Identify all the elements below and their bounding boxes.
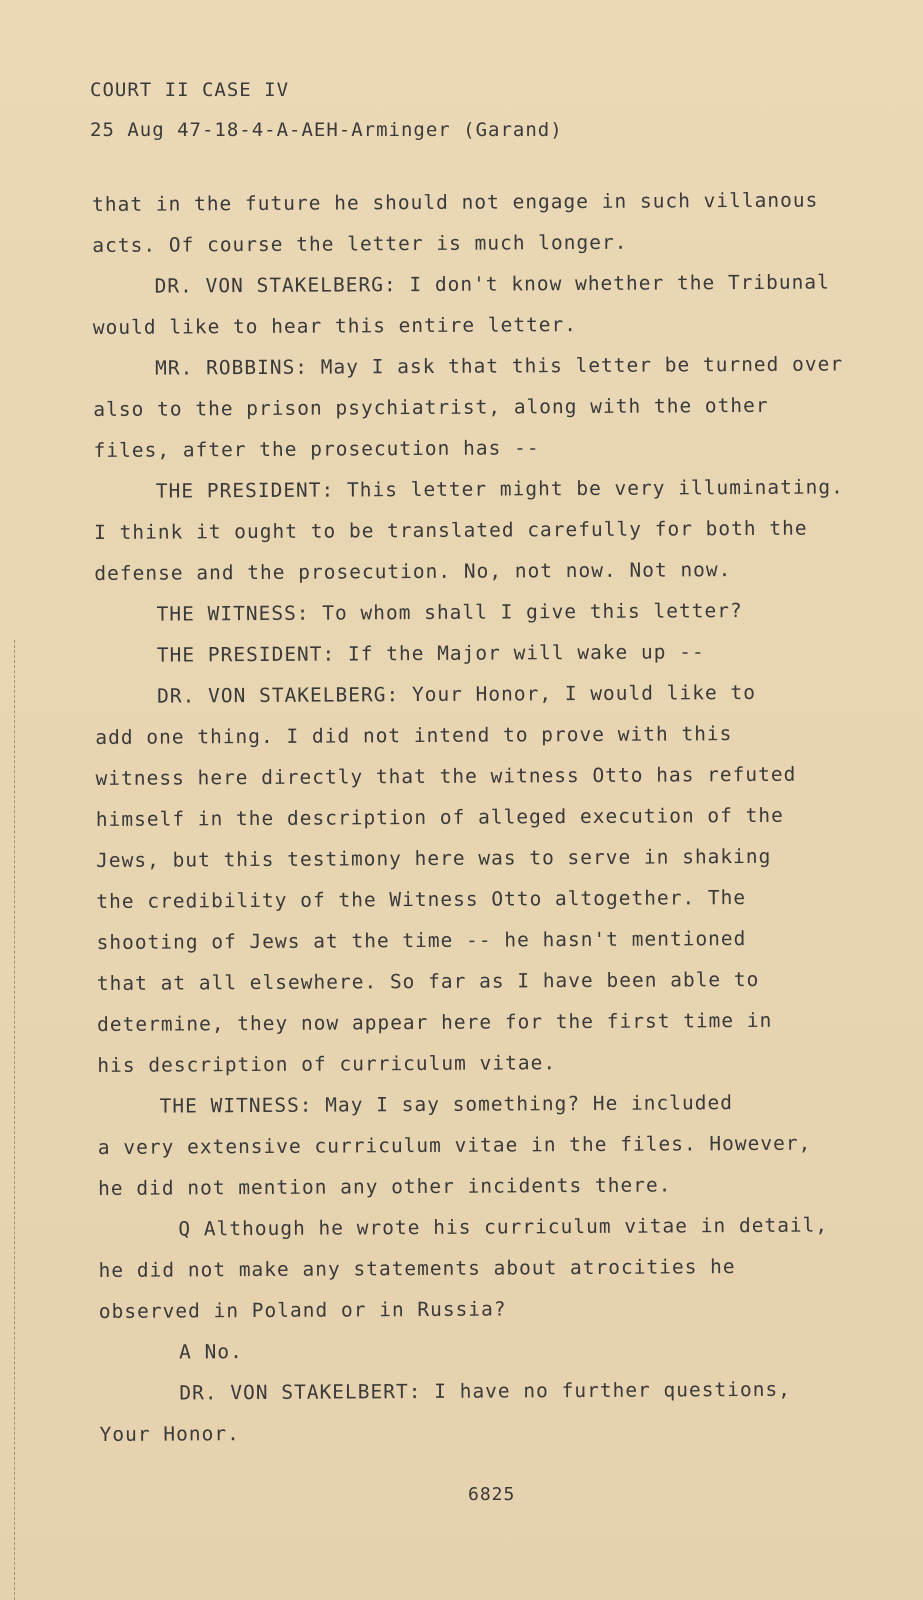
transcript-line: shooting of Jews at the time -- he hasn't mentioned: [96, 927, 747, 954]
transcript-line: THE PRESIDENT: This letter might be very illuminating.: [155, 475, 844, 503]
transcript-line: A No.: [179, 1340, 243, 1364]
transcript-line: DR. VON STAKELBERG: I don't know whether the Tribunal: [154, 270, 830, 298]
transcript-line: add one thing. I did not intend to prove with this: [95, 722, 733, 749]
transcript-line: witness here directly that the witness Otto has refuted: [95, 762, 797, 790]
transcript-line: that in the future he should not engage in such villanous: [92, 188, 819, 216]
transcript-line: that at all elsewhere. So far as I have been able to: [96, 967, 760, 995]
transcript-body: [92, 179, 860, 1455]
transcript-line: the credibility of the Witness Otto altogether. The: [96, 886, 747, 913]
transcript-line: determine, they now appear here for the first time in: [97, 1008, 773, 1036]
transcript-line: DR. VON STAKELBERT: I have no further questions,: [179, 1377, 791, 1405]
transcript-reference: 25 Aug 47-18-4-A-AEH-Arminger (Garand): [90, 119, 563, 141]
transcript-line: THE PRESIDENT: If the Major will wake up --: [156, 640, 705, 667]
transcript-line: acts. Of course the letter is much longer.: [92, 230, 628, 257]
transcript-line: defense and the prosecution. No, not now. Not now.: [94, 558, 732, 585]
torn-left-edge: [0, 640, 15, 1600]
transcript-line: would like to hear this entire letter.: [92, 313, 578, 339]
transcript-line: I think it ought to be translated carefully for both the: [94, 516, 808, 544]
court-case-heading: COURT II CASE IV: [90, 79, 290, 101]
transcript-line: files, after the prosecution has --: [93, 436, 540, 462]
transcript-line: he did not make any statements about atrocities he: [98, 1255, 736, 1282]
transcript-line: MR. ROBBINS: May I ask that this letter be turned over: [155, 352, 844, 380]
transcript-line: Jews, but this testimony here was to serve in shaking: [96, 844, 772, 872]
transcript-line: a very extensive curriculum vitae in the files. However,: [97, 1131, 812, 1159]
transcript-line: DR. VON STAKELBERG: Your Honor, I would like to: [157, 680, 756, 708]
transcript-line: also to the prison psychiatrist, along with the other: [93, 393, 769, 421]
transcript-line: observed in Poland or in Russia?: [98, 1297, 507, 1323]
transcript-line: himself in the description of alleged execution of the: [95, 803, 784, 831]
transcript-line: Your Honor.: [99, 1422, 240, 1446]
transcript-line: Q Although he wrote his curriculum vitae in detail,: [178, 1213, 829, 1241]
transcript-line: THE WITNESS: To whom shall I give this letter?: [156, 599, 743, 626]
page-header: [90, 70, 563, 150]
transcript-line: he did not mention any other incidents there.: [98, 1173, 672, 1200]
page-number: 6825: [468, 1484, 516, 1505]
transcript-line: his description of curriculum vitae.: [97, 1051, 557, 1077]
transcript-line: THE WITNESS: May I say something? He included: [159, 1091, 734, 1118]
